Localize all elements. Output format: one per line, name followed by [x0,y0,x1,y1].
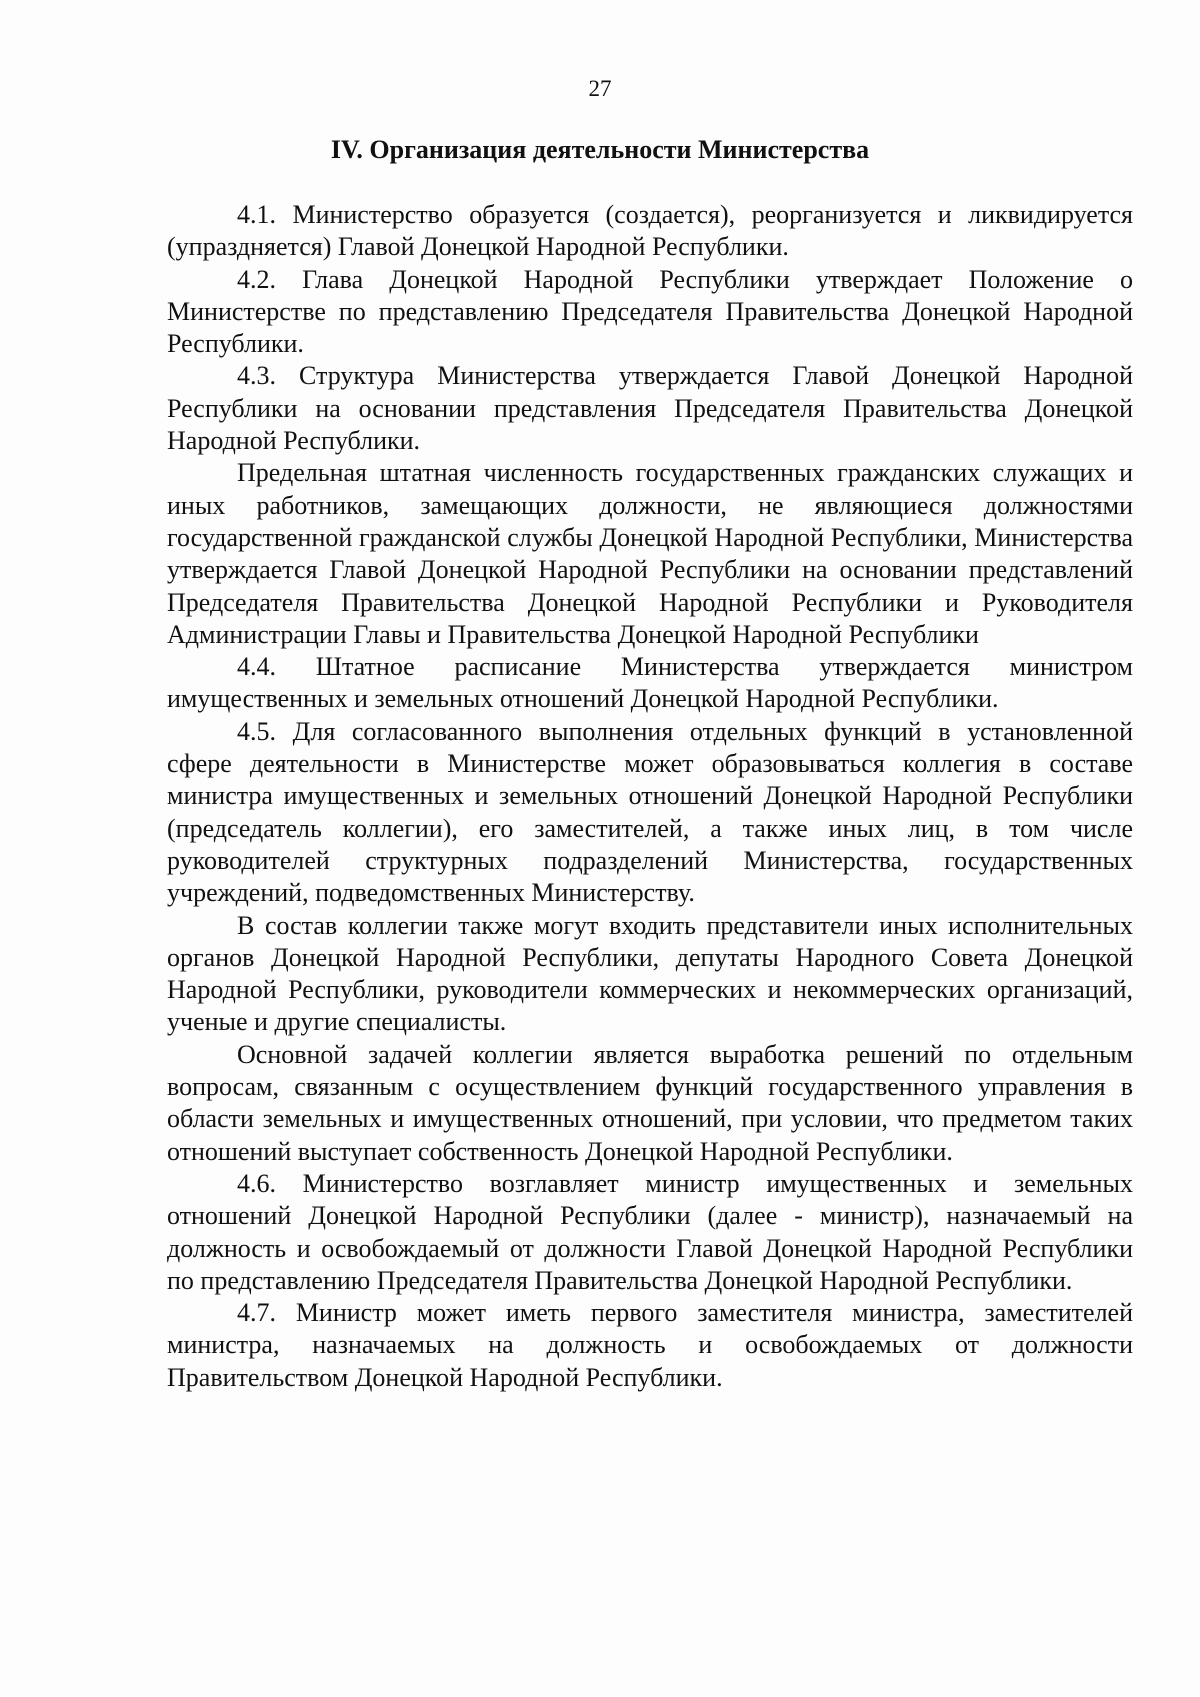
paragraph-4-3: 4.3. Структура Министерства утверждается Главой Донецкой Народной Республики на основании представления Председателя Правительства Донецкой Народной Республики. [167,361,1133,456]
paragraph-staff-limit: Предельная штатная численность государственных гражданских служащих и иных работников, замещающих должности, не являющиеся должностями государственной гражданской службы Донецкой Народной Республики, Министерства утверждается Главой Донецкой Народной Республики на основании представлений Председателя Правительства Донецкой Народной Республики и Руководителя Администрации Главы и Правительства Донецкой Народной Республики [167,458,1133,649]
section-title: IV. Организация деятельности Министерства [330,135,870,164]
paragraph-4-1: 4.1. Министерство образуется (создается), реорганизуется и ликвидируется (упраздняется) Главой Донецкой Народной Республики. [167,200,1133,262]
paragraph-collegium-task: Основной задачей коллегии является выработка решений по отдельным вопросам, связанным с осуществлением функций государственного управления в области земельных и имущественных отношений, при условии, что предметом таких отношений выступает собственность Донецкой Народной Республики. [167,1039,1133,1166]
paragraph-4-6: 4.6. Министерство возглавляет министр имущественных и земельных отношений Донецкой Народной Республики (далее - министр), назначаемый на должность и освобождаемый от должности Главой Донецкой Народной Республики по представлению Председателя Правительства Донецкой Народной Республики. [167,1168,1133,1295]
paragraph-4-7: 4.7. Министр может иметь первого заместителя министра, заместителей министра, назначаемых на должность и освобождаемых от должности Правительством Донецкой Народной Республики. [167,1298,1133,1392]
page-number: 27 [588,76,612,101]
paragraph-collegium-members: В состав коллегии также могут входить представители иных исполнительных органов Донецкой Народной Республики, депутаты Народного Совета Донецкой Народной Республики, руководители коммерческих и некоммерческих организаций, ученые и другие специалисты. [167,910,1133,1037]
document-body [167,199,1133,1394]
paragraph-4-4: 4.4. Штатное расписание Министерства утверждается министром имущественных и земельных отношений Донецкой Народной Республики. [167,652,1133,714]
paragraph-4-2: 4.2. Глава Донецкой Народной Республики утверждает Положение о Министерстве по представлению Председателя Правительства Донецкой Народной Республики. [167,264,1133,359]
paragraph-4-5: 4.5. Для согласованного выполнения отдельных функций в установленной сфере деятельности в Министерстве может образовываться коллегия в составе министра имущественных и земельных отношений Донецкой Народной Республики (председатель коллегии), его заместителей, а также иных лиц, в том числе руководителей структурных подразделений Министерства, государственных учреждений, подведомственных Министерству. [167,716,1133,908]
